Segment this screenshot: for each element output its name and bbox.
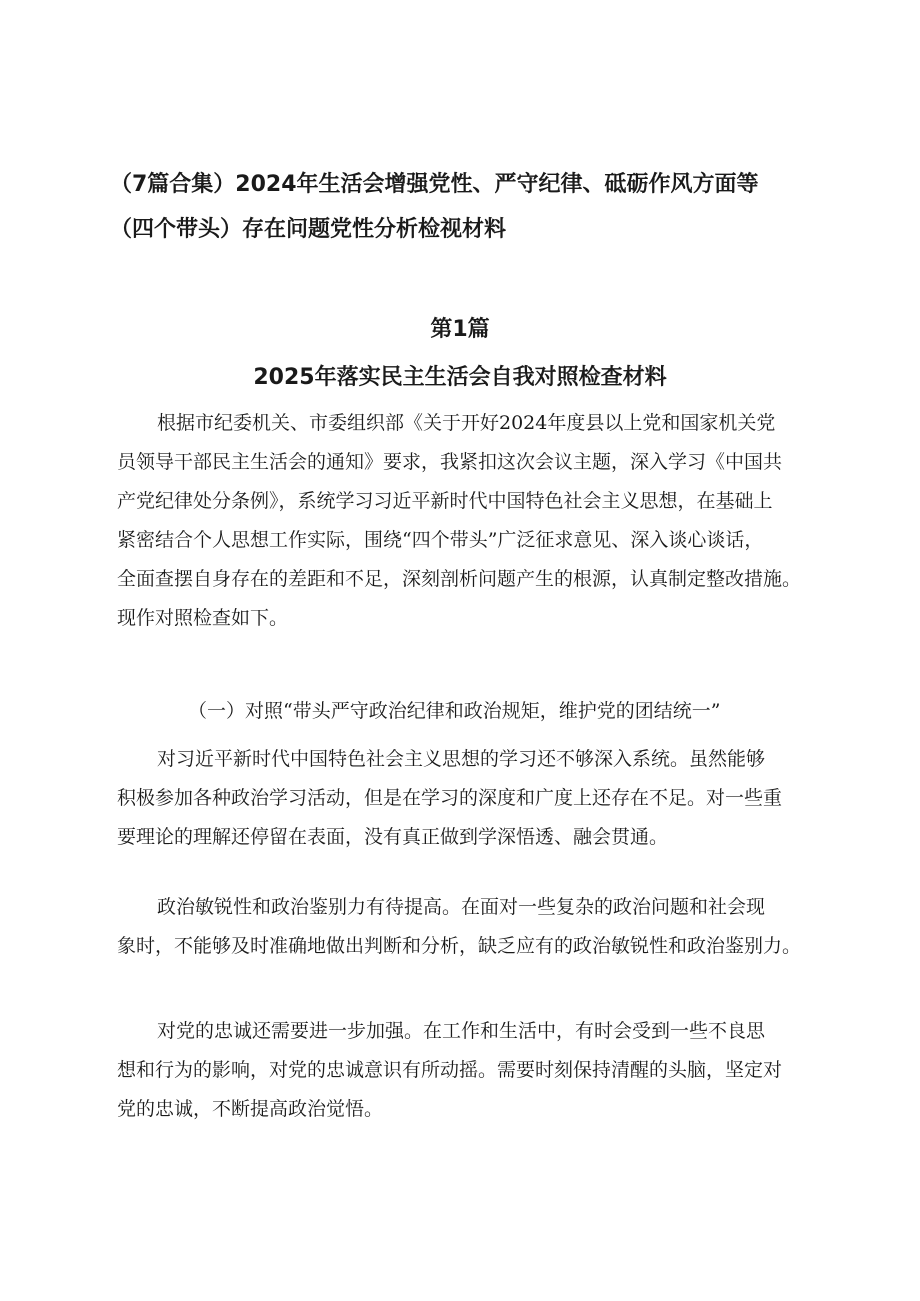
intro-paragraph [117, 404, 803, 638]
intro-line: 现作对照检查如下。 [117, 607, 289, 629]
intro-line: 员领导干部民主生活会的通知》要求，我紧扣这次会议主题，深入学习《中国共 [117, 451, 783, 473]
paragraph-sensitivity [117, 888, 803, 966]
paragraph-line: 要理论的理解还停留在表面，没有真正做到学深悟透、融会贯通。 [117, 826, 669, 848]
document-subtitle: 2025年落实民主生活会自我对照检查材料 [253, 365, 667, 390]
paragraph-line: 党的忠诚，不断提高政治觉悟。 [117, 1098, 384, 1120]
paragraph-line: 象时，不能够及时准确地做出判断和分析，缺乏应有的政治敏锐性和政治鉴别力。 [117, 935, 802, 957]
document-title-line-1: （7篇合集）2024年生活会增强党性、严守纪律、砥砺作风方面等 [110, 172, 759, 197]
paragraph-loyalty [117, 1012, 803, 1129]
section-heading: （一）对照“带头严守政治纪律和政治规矩，维护党的团结统一” [188, 700, 721, 722]
intro-line: 紧密结合个人思想工作实际，围绕“四个带头”广泛征求意见、深入谈心谈话， [117, 529, 764, 551]
document-title-line-2: （四个带头）存在问题党性分析检视材料 [110, 217, 507, 242]
paragraph-line: 对习近平新时代中国特色社会主义思想的学习还不够深入系统。虽然能够 [157, 748, 766, 770]
intro-line: 全面查摆自身存在的差距和不足，深刻剖析问题产生的根源，认真制定整改措施。 [117, 568, 802, 590]
paragraph-line: 想和行为的影响，对党的忠诚意识有所动摇。需要时刻保持清醒的头脑，坚定对 [117, 1059, 783, 1081]
paragraph-study [117, 740, 803, 857]
paragraph-line: 对党的忠诚还需要进一步加强。在工作和生活中，有时会受到一些不良思 [157, 1020, 766, 1042]
part-label: 第1篇 [430, 317, 490, 342]
paragraph-line: 积极参加各种政治学习活动，但是在学习的深度和广度上还存在不足。对一些重 [117, 787, 783, 809]
intro-line: 产党纪律处分条例》，系统学习习近平新时代中国特色社会主义思想，在基础上 [117, 490, 773, 512]
intro-line: 根据市纪委机关、市委组织部《关于开好2024年度县以上党和国家机关党 [157, 412, 776, 434]
paragraph-line: 政治敏锐性和政治鉴别力有待提高。在面对一些复杂的政治问题和社会现 [157, 896, 766, 918]
